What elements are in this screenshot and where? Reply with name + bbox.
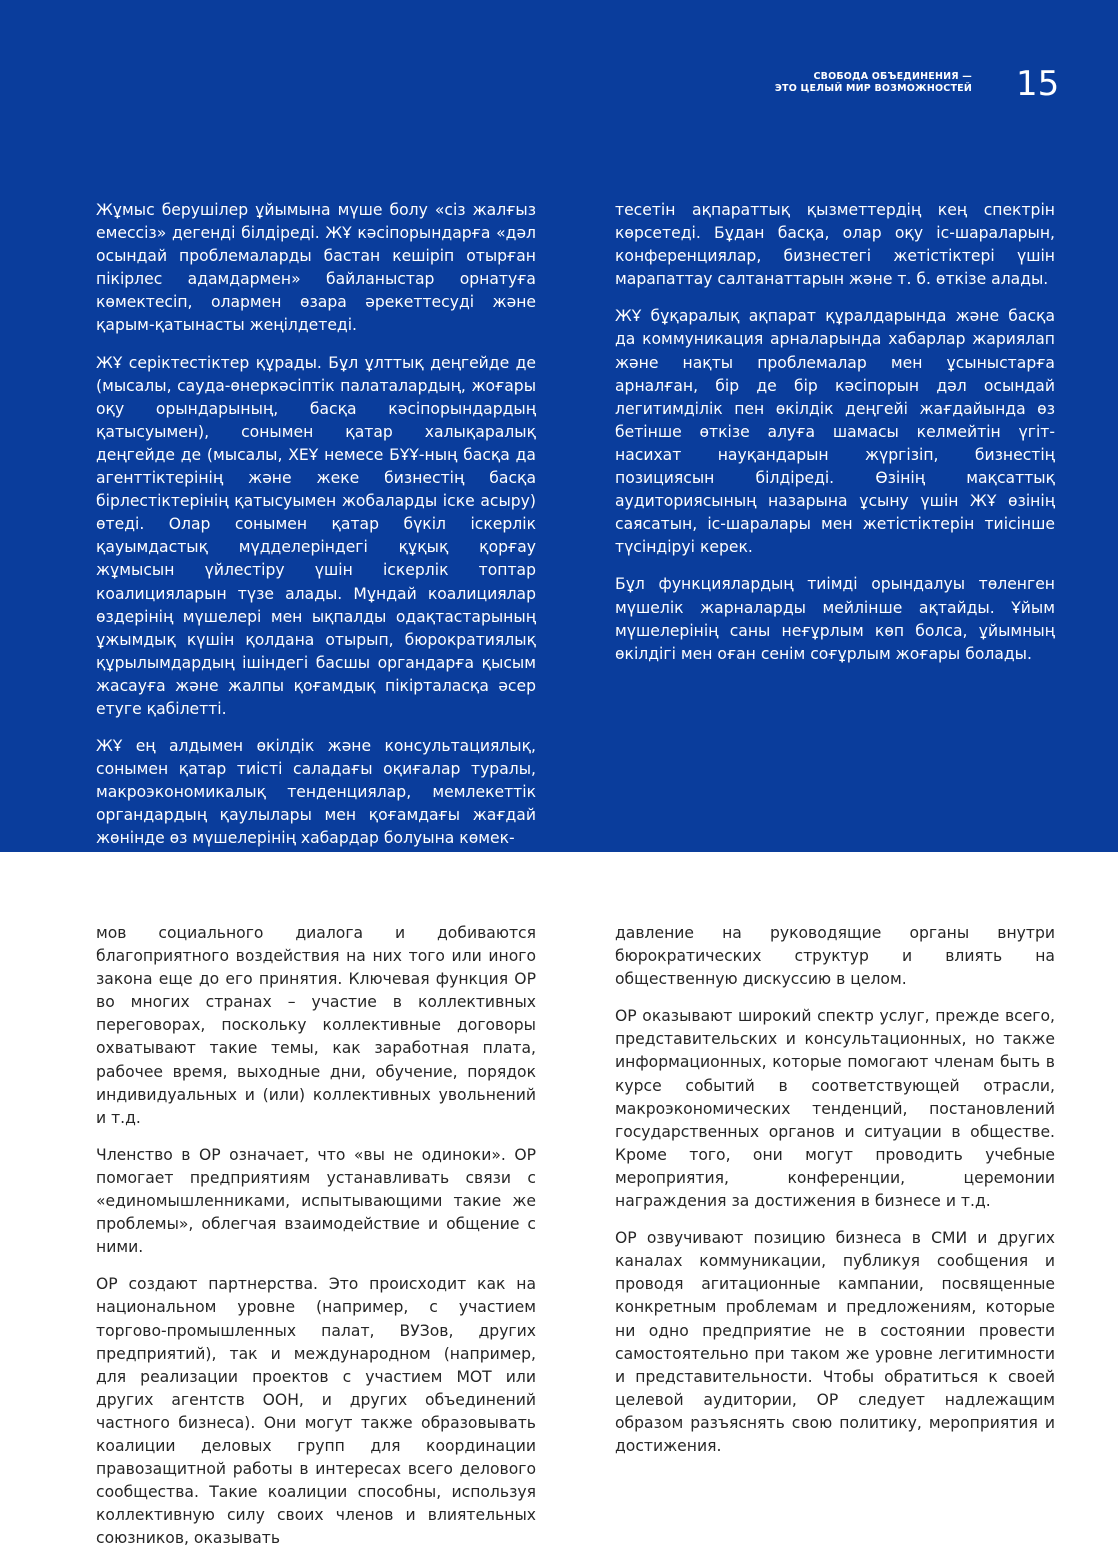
paragraph: Бұл функциялардың тиімді орындалуы төленген мүшелік жарналарды мейлінше ақтайды. Ұйым мүшелерінің саны неғұрлым көп болса, ұйымның өкілдігі мен оған сенім соғұрлым жоғары болады. <box>615 575 1055 663</box>
russian-column-right <box>615 922 1055 1472</box>
russian-column-left <box>96 922 536 1564</box>
paragraph: тесетін ақпараттық қызметтердің кең спектрін көрсетеді. Бұдан басқа, олар оқу іс-шараларын, конференциялар, бизнестегі жетістіктері үшін марапаттау салтанаттарын және т. б. өткізе алады. <box>615 201 1055 289</box>
page-number: 15 <box>1016 64 1060 104</box>
paragraph: ЖҰ бұқаралық ақпарат құралдарында және басқа да коммуникация арналарында хабарлар жариялап және нақты проблемалар мен ұсыныстарға арналған, бір де бір кәсіпорын дәл осындай легитимділік пен өкілдік деңгейі жағдайында өз бетінше өткізе алуға шамасы келмейтін үгіт-насихат науқандарын жүргізіп, бизнестің позициясын білдіреді. Өзінің мақсаттық аудиториясының назарына ұсыну үшін ЖҰ өзінің саясатын, іс-шаралары мен жетістіктерін тиісінше түсіндіруі керек. <box>615 307 1055 557</box>
section-title-line2: ЭТО ЦЕЛЫЙ МИР ВОЗМОЖНОСТЕЙ <box>774 83 972 94</box>
paragraph: ЖҰ ең алдымен өкілдік және консультациялық, сонымен қатар тиісті саладағы оқиғалар туралы, макроэкономикалық тенденциялар, мемлекеттік органдардың қаулылары мен қоғамдағы жағдай жөнінде өз мүшелерінің хабардар болуына көмек- <box>96 737 536 848</box>
kazakh-column-right <box>615 199 1055 680</box>
section-title-line1: СВОБОДА ОБЪЕДИНЕНИЯ — <box>813 71 972 82</box>
kazakh-column-left <box>96 199 536 865</box>
paragraph: ОР оказывают широкий спектр услуг, прежде всего, представительских и консультационных, но также информационных, которые помогают членам быть в курсе событий в соответствующей отрасли, макроэкономических тенденций, постановлений государственных органов и ситуации в обществе. Кроме того, они могут проводить учебные мероприятия, конференции, церемонии награждения за достижения в бизнесе и т.д. <box>615 1007 1055 1211</box>
paragraph: мов социального диалога и добиваются благоприятного воздействия на них того или иного закона еще до его принятия. Ключевая функция ОР во многих странах – участие в коллективных переговорах, поскольку коллективные договоры охватывают такие темы, как заработная плата, рабочее время, выходные дни, обучение, порядок индивидуальных и (или) коллективных увольнений и т.д. <box>96 924 536 1127</box>
section-title <box>775 71 972 95</box>
paragraph: давление на руководящие органы внутри бюрократических структур и влиять на общественную дискуссию в целом. <box>615 924 1055 989</box>
paragraph: ЖҰ серіктестіктер құрады. Бұл ұлттық деңгейде де (мысалы, сауда-өнеркәсіптік палаталардың, жоғары оқу орындарының, басқа кәсіпорындардың қатысуымен), сонымен қатар халықаралық деңгейде де (мысалы, ХЕҰ немесе БҰҰ-ның басқа да агенттіктерінің және жеке бизнестің басқа бірлестіктерінің қатысуымен жобаларды іске асыру) өтеді. Олар сонымен қатар бүкіл іскерлік қауымдастық мүдделеріндегі құқық қорғау жұмысын үйлестіру үшін іскерлік топтар коалицияларын түзе алады. Мұндай коалициялар өздерінің мүшелері мен ықпалды одақтастарының ұжымдық күшін қолдана отырып, бюрократиялық құрылымдардың ішіндегі басшы органдарға қысым жасауға және жалпы қоғамдық пікірталасқа әсер етуге қабілетті. <box>96 353 536 718</box>
paragraph: Членство в ОР означает, что «вы не одиноки». ОР помогает предприятиям устанавливать связи с «единомышленниками, испытывающими такие же проблемы», облегчая взаимодействие и общение с ними. <box>96 1145 536 1257</box>
paragraph: Жұмыс берушілер ұйымына мүше болу «сіз жалғыз емессіз» дегенді білдіреді. ЖҰ кәсіпорындарға «дәл осындай проблемаларды бастан кешіріп отырған пікірлес адамдармен» байланыстар орнатуға көмектесіп, олармен өзара әрекеттесуді және қарым-қатынасты жеңілдетеді. <box>96 201 536 335</box>
paragraph: ОР озвучивают позицию бизнеса в СМИ и других каналах коммуникации, публикуя сообщения и проводя агитационные кампании, посвященные конкретным проблемам и предложениям, которые ни одно предприятие не в состоянии провести самостоятельно при таком же уровне легитимности и представительности. Чтобы обратиться к своей целевой аудитории, ОР следует надлежащим образом разъяснять свою политику, мероприятия и достижения. <box>615 1229 1055 1455</box>
paragraph: ОР создают партнерства. Это происходит как на национальном уровне (например, с участием торгово-промышленных палат, ВУЗов, других предприятий), так и международном (например, для реализации проектов с участием МОТ или других агентств ООН, и других объединений частного бизнеса). Они могут также образовывать коалиции деловых групп для координации правозащитной работы в интересах всего делового сообщества. Такие коалиции способны, используя коллективную силу своих членов и влиятельных союзников, оказывать <box>96 1275 536 1548</box>
